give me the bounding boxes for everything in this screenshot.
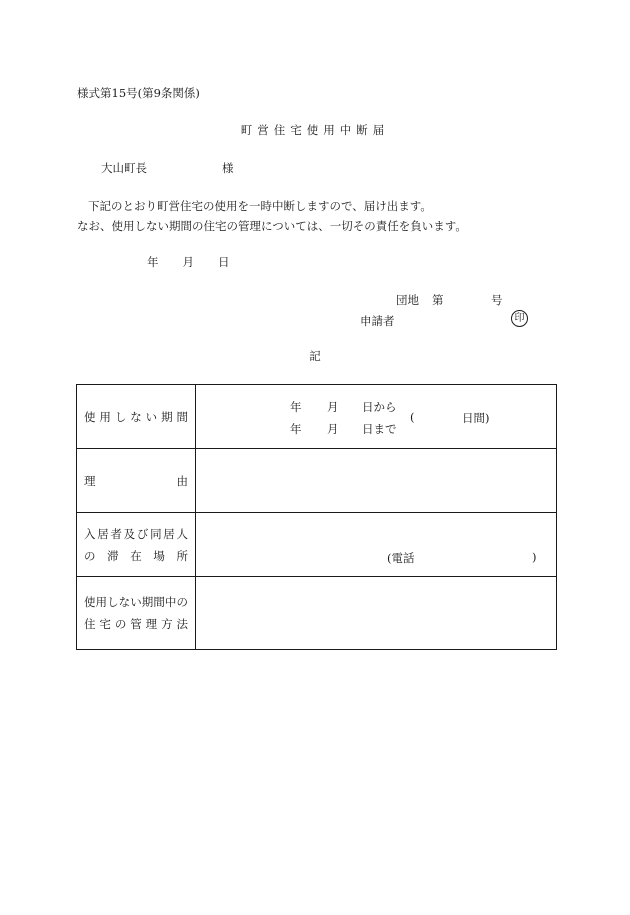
period-days-open: (	[410, 410, 415, 424]
period-label: 使用しない期間	[84, 409, 188, 424]
management-label-cell	[77, 577, 196, 650]
danchi-label: 団地	[396, 293, 419, 307]
form-number: 様式第15号(第9条関係)	[77, 86, 200, 100]
gou-label: 号	[491, 293, 503, 307]
period-days-label: 日間)	[462, 411, 490, 425]
period-to-day: 日まで	[362, 422, 397, 436]
management-label-line-2: 住 宅 の 管 理 方 法	[84, 617, 188, 631]
table-row-reason	[77, 449, 557, 513]
table-row-stay	[77, 513, 557, 577]
applicant-label: 申請者	[360, 314, 395, 328]
addressee-honorific: 様	[222, 161, 234, 175]
date-year-label: 年	[147, 255, 159, 269]
date-day-label: 日	[218, 255, 230, 269]
period-value-cell[interactable]	[196, 385, 557, 449]
date-line	[145, 254, 230, 270]
stay-label-line-1: 入居者及び同居人	[84, 526, 188, 541]
phone-open-label: (電話	[387, 551, 415, 565]
stay-label-line-2: の 滞 在 場 所	[84, 548, 188, 563]
management-label-line-1: 使用しない期間中の	[84, 595, 188, 609]
reason-label-right: 由	[176, 473, 188, 488]
body-text-line-1: 下記のとおり町営住宅の使用を一時中断しますので、届け出ます。	[88, 199, 432, 213]
reason-label-cell	[77, 449, 196, 513]
period-to-year: 年	[290, 422, 302, 436]
reason-label-left: 理	[84, 473, 96, 488]
ki-heading: 記	[309, 349, 321, 363]
table-row-period	[77, 385, 557, 449]
table-row-management	[77, 577, 557, 650]
period-to-month: 月	[327, 422, 339, 436]
date-month-label: 月	[182, 255, 194, 269]
period-from-month: 月	[327, 400, 339, 414]
seal-mark: 印	[511, 310, 528, 327]
document-title: 町営住宅使用中断届	[240, 123, 390, 137]
management-value-cell[interactable]	[196, 577, 557, 650]
reason-value-cell[interactable]	[196, 449, 557, 513]
period-from-year: 年	[290, 400, 302, 414]
details-table	[76, 384, 557, 650]
period-from-day: 日から	[362, 400, 397, 414]
stay-label-cell	[77, 513, 196, 577]
addressee-name: 大山町長	[101, 161, 147, 175]
dai-label: 第	[432, 293, 444, 307]
phone-close-label: )	[532, 550, 537, 564]
period-label-cell	[77, 385, 196, 449]
body-text-line-2: なお、使用しない期間の住宅の管理については、一切その責任を負います。	[77, 219, 467, 233]
stay-value-cell[interactable]	[196, 513, 557, 577]
